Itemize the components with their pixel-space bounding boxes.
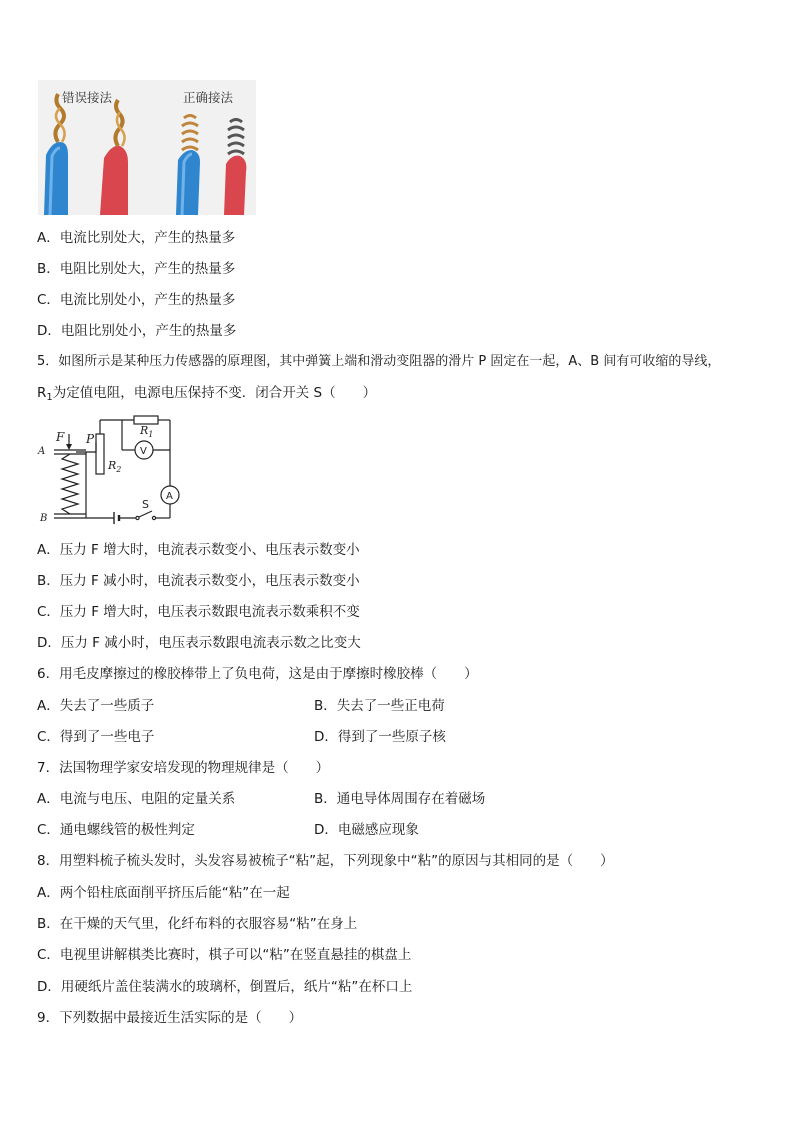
- q7-option-b: B．通电导体周围存在着磁场: [314, 791, 486, 807]
- q5-stem-line1: 5．如图所示是某种压力传感器的原理图，其中弹簧上端和滑动变阻器的滑片 P 固定在一起，A、B 间有可收缩的导线，: [37, 354, 721, 369]
- voltmeter-label: V: [140, 446, 147, 457]
- q6-stem: 6．用毛皮摩擦过的橡胶棒带上了负电荷，这是由于摩擦时橡胶棒（ ）: [37, 666, 478, 682]
- q8-option-a: A．两个铅柱底面削平挤压后能“粘”在一起: [37, 885, 290, 901]
- q8-option-b: B．在干燥的天气里，化纤布料的衣服容易“粘”在身上: [37, 916, 358, 932]
- q8-stem: 8．用塑料梳子梳头发时，头发容易被梳子“粘”起，下列现象中“粘”的原因与其相同的是（ ）: [37, 853, 614, 869]
- point-b-label: B: [40, 513, 48, 524]
- force-label: F: [56, 430, 65, 444]
- point-a-label: A: [38, 446, 46, 457]
- q4-option-a: A．电流比别处大，产生的热量多: [37, 230, 236, 246]
- q5-option-a: A．压力 F 增大时，电流表示数变小、电压表示数变小: [37, 542, 360, 558]
- q5-stem-line2: $R_1$为定值电阻，电源电压保持不变．闭合开关 S（ ）: [37, 385, 377, 403]
- q4-option-c: C．电流比别处小，产生的热量多: [37, 292, 236, 308]
- wire-connection-photo: [38, 80, 256, 215]
- q6-option-c: C．得到了一些电子: [37, 729, 155, 745]
- q7-option-a: A．电流与电压、电阻的定量关系: [37, 791, 236, 807]
- q4-option-d: D．电阻比别处小，产生的热量多: [37, 323, 237, 339]
- q5-option-c: C．压力 F 增大时，电压表示数跟电流表示数乘积不变: [37, 604, 360, 620]
- q7-stem: 7．法国物理学家安培发现的物理规律是（ ）: [37, 760, 330, 776]
- q5-option-b: B．压力 F 减小时，电流表示数变小，电压表示数变小: [37, 573, 360, 589]
- q8-option-d: D．用硬纸片盖住装满水的玻璃杯，倒置后，纸片“粘”在杯口上: [37, 979, 413, 995]
- switch-s-label: S: [142, 498, 149, 511]
- r2-label: $R_2$: [108, 459, 122, 474]
- q6-option-d: D．得到了一些原子核: [314, 729, 446, 745]
- pressure-sensor-circuit-diagram: [36, 412, 186, 527]
- r1-label: $R_1$: [140, 424, 154, 439]
- wrong-method-caption: 错误接法: [62, 90, 113, 105]
- q7-option-c: C．通电螺线管的极性判定: [37, 822, 195, 838]
- q5-option-d: D．压力 F 减小时，电压表示数跟电流表示数之比变大: [37, 635, 361, 651]
- q7-option-d: D．电磁感应现象: [314, 822, 419, 838]
- q4-option-b: B．电阻比别处大，产生的热量多: [37, 261, 236, 277]
- ammeter-label: A: [166, 491, 173, 502]
- right-method-caption: 正确接法: [183, 90, 234, 105]
- slider-p-label: P: [86, 432, 95, 446]
- q9-stem: 9．下列数据中最接近生活实际的是（ ）: [37, 1010, 303, 1026]
- q6-option-a: A．失去了一些质子: [37, 698, 155, 714]
- q6-option-b: B．失去了一些正电荷: [314, 698, 445, 714]
- q8-option-c: C．电视里讲解棋类比赛时，棋子可以“粘”在竖直悬挂的棋盘上: [37, 947, 412, 963]
- wires-illustration: [38, 80, 256, 215]
